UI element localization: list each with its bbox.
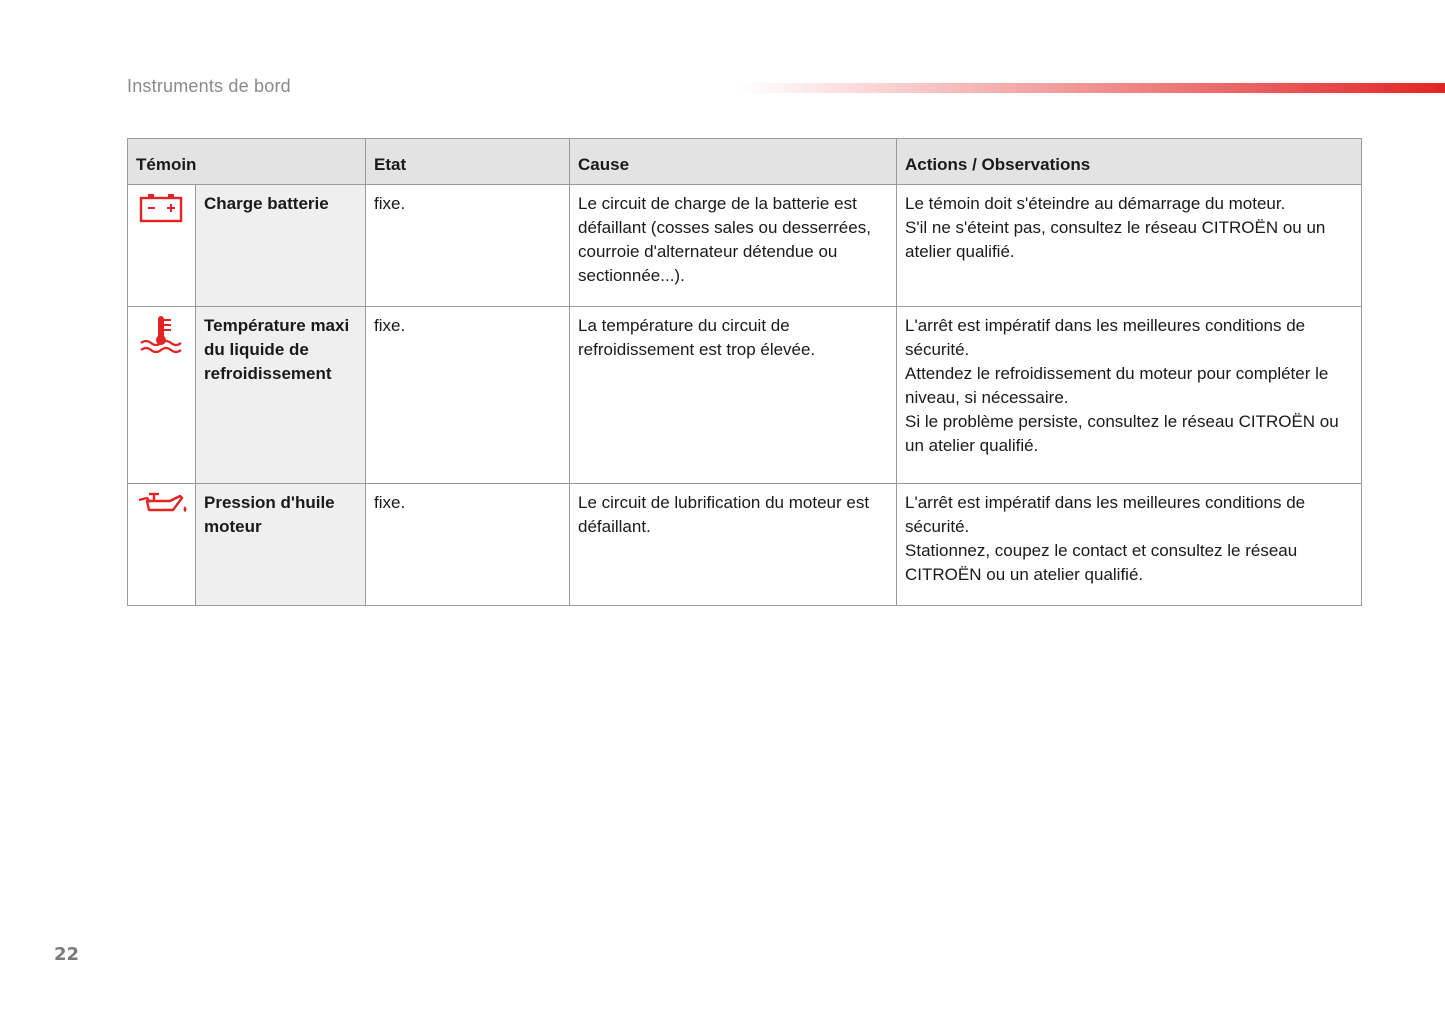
action-line: L'arrêt est impératif dans les meilleures conditions de sécurité. <box>905 316 1306 359</box>
action-line: S'il ne s'éteint pas, consultez le réseau CITROËN ou un atelier qualifié. <box>905 218 1326 261</box>
column-header-etat: Etat <box>366 139 570 185</box>
warning-actions <box>897 307 1362 484</box>
icon-cell <box>128 307 196 484</box>
header-accent-bar <box>740 83 1445 93</box>
warning-lights-table <box>127 138 1362 606</box>
oil-pressure-icon <box>136 491 186 521</box>
action-line: Stationnez, coupez le contact et consultez le réseau CITROËN ou un atelier qualifié. <box>905 541 1298 584</box>
warning-name: Température maxi du liquide de refroidissement <box>196 307 366 484</box>
warning-name: Pression d'huile moteur <box>196 484 366 606</box>
warning-actions <box>897 185 1362 307</box>
action-line: Le témoin doit s'éteindre au démarrage du moteur. <box>905 194 1286 213</box>
coolant-temperature-icon <box>136 314 186 358</box>
warning-state: fixe. <box>366 307 570 484</box>
icon-cell <box>128 185 196 307</box>
table-row <box>128 307 1362 484</box>
warning-state: fixe. <box>366 484 570 606</box>
icon-cell <box>128 484 196 606</box>
action-line: Si le problème persiste, consultez le réseau CITROËN ou un atelier qualifié. <box>905 412 1339 455</box>
table-header-row <box>128 139 1362 185</box>
warning-cause: Le circuit de charge de la batterie est défaillant (cosses sales ou desserrées, courroie d'alternateur détendue ou sectionnée...). <box>570 185 897 307</box>
table-row <box>128 185 1362 307</box>
column-header-temoin: Témoin <box>128 139 366 185</box>
warning-actions <box>897 484 1362 606</box>
warning-name: Charge batterie <box>196 185 366 307</box>
table-row <box>128 484 1362 606</box>
battery-charge-icon <box>136 192 186 224</box>
page-number: 22 <box>54 944 80 965</box>
warning-cause: Le circuit de lubrification du moteur est défaillant. <box>570 484 897 606</box>
warning-cause: La température du circuit de refroidissement est trop élevée. <box>570 307 897 484</box>
action-line: L'arrêt est impératif dans les meilleures conditions de sécurité. <box>905 493 1306 536</box>
column-header-actions: Actions / Observations <box>897 139 1362 185</box>
column-header-cause: Cause <box>570 139 897 185</box>
action-line: Attendez le refroidissement du moteur pour compléter le niveau, si nécessaire. <box>905 364 1329 407</box>
section-title: Instruments de bord <box>127 76 291 96</box>
warning-state: fixe. <box>366 185 570 307</box>
